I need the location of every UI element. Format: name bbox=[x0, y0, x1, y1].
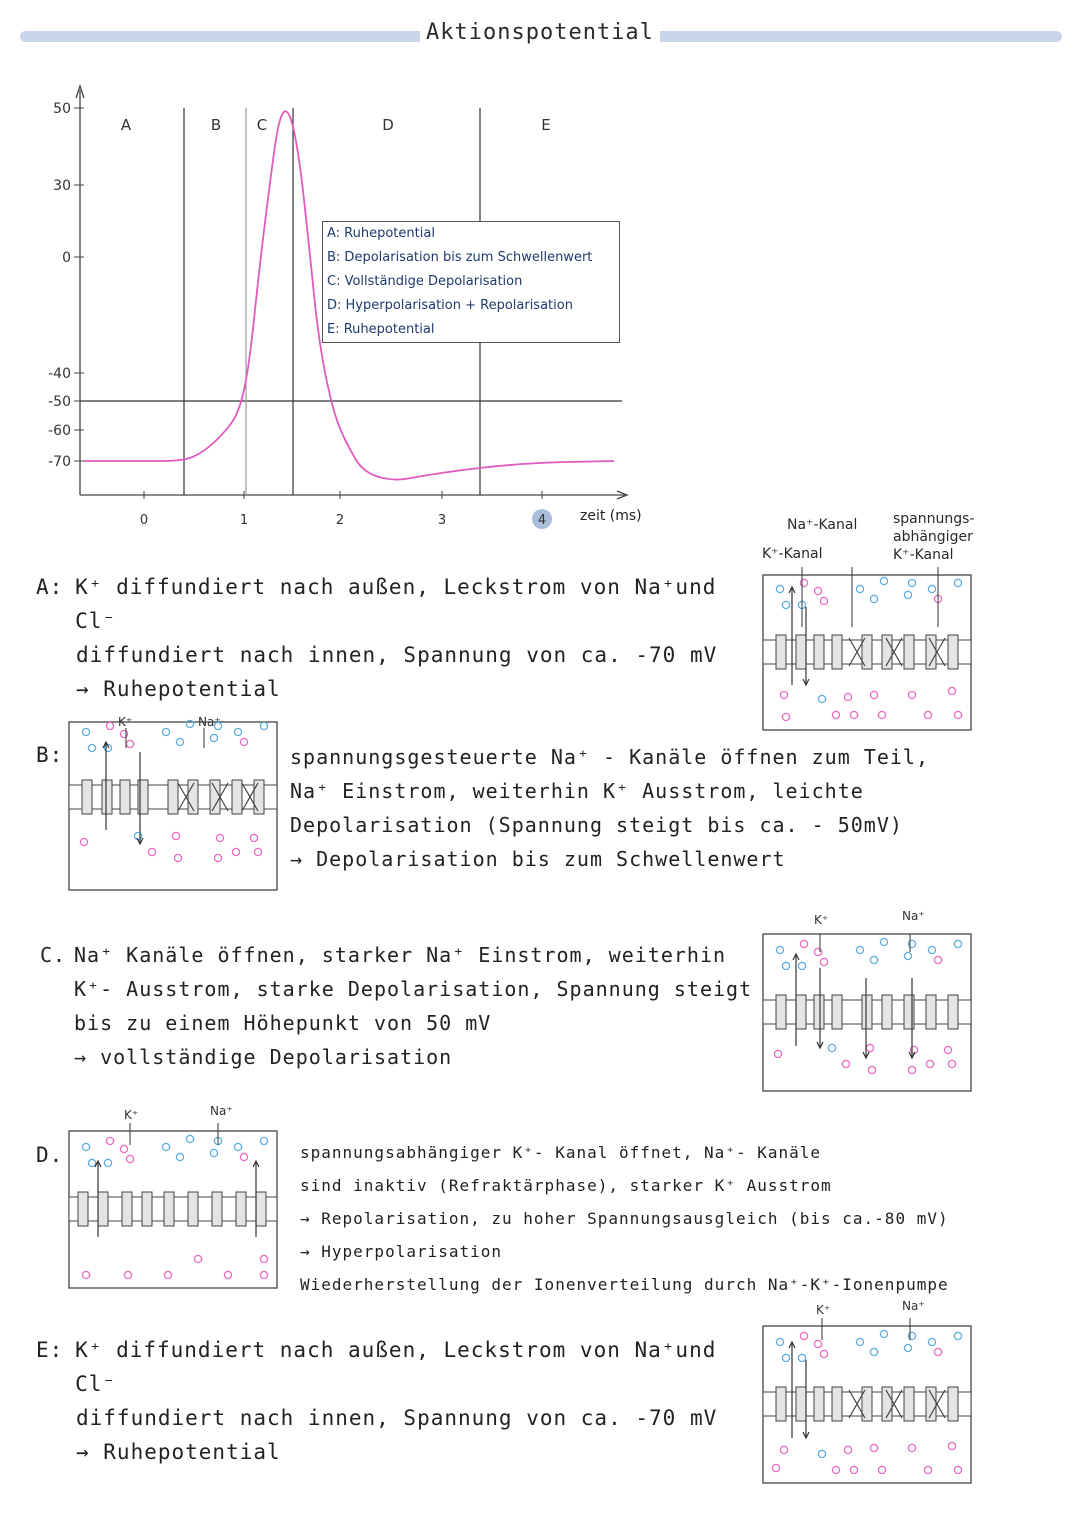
section-d-line-2: sind inaktiv (Refraktärphase), starker K⁺ Ausstrom bbox=[300, 1176, 832, 1195]
y-tick-label: -40 bbox=[48, 366, 71, 382]
channel-protein bbox=[102, 780, 112, 814]
channel-protein bbox=[122, 1192, 132, 1226]
channel-protein bbox=[232, 780, 242, 814]
channel-protein bbox=[254, 780, 264, 814]
x-tick-label: 1 bbox=[239, 513, 249, 528]
section-e-line-1: K⁺ diffundiert nach außen, Leckstrom von Na⁺und Cl⁻ bbox=[75, 1338, 717, 1396]
label-na-plus-e: Na⁺ bbox=[902, 1300, 925, 1313]
channel-protein bbox=[212, 1192, 222, 1226]
section-d-text bbox=[300, 1136, 1060, 1301]
label-k-plus-c: K⁺ bbox=[814, 913, 829, 927]
y-tick-label: 0 bbox=[62, 250, 71, 266]
channel-protein bbox=[948, 995, 958, 1029]
channel-protein bbox=[776, 635, 786, 669]
channel-protein bbox=[210, 780, 220, 814]
legend-item-c: C: Vollständige Depolarisation bbox=[327, 274, 523, 289]
x-tick-label: 4 bbox=[537, 513, 547, 528]
x-tick-label: 3 bbox=[437, 513, 447, 528]
label-spannungs bbox=[893, 510, 974, 564]
channel-protein bbox=[832, 995, 842, 1029]
channel-protein bbox=[164, 1192, 174, 1226]
channel-protein bbox=[882, 995, 892, 1029]
channel-protein bbox=[814, 635, 824, 669]
section-e-line-2: diffundiert nach innen, Spannung von ca. -70 mV bbox=[76, 1406, 718, 1430]
section-e-text bbox=[36, 1333, 756, 1469]
channel-protein bbox=[862, 995, 872, 1029]
channel-protein bbox=[926, 635, 936, 669]
section-c-letter: C. bbox=[40, 943, 67, 967]
membrane-diagram-b bbox=[68, 712, 278, 892]
label-k-plus-d: K⁺ bbox=[124, 1108, 139, 1122]
channel-protein bbox=[82, 780, 92, 814]
phase-label-c: C bbox=[256, 116, 268, 134]
label-spannungs-1: spannungs- bbox=[893, 511, 975, 527]
section-c-line-1: Na⁺ Kanäle öffnen, starker Na⁺ Einstrom, weiterhin bbox=[74, 943, 727, 967]
page-title: Aktionspotential bbox=[420, 20, 660, 45]
label-k-plus-e: K⁺ bbox=[816, 1303, 831, 1317]
x-tick-label: 2 bbox=[335, 513, 345, 528]
section-a-line-3: → Ruhepotential bbox=[76, 677, 281, 701]
section-b-line-3: Depolarisation (Spannung steigt bis ca. - 50mV) bbox=[290, 813, 903, 837]
section-d-letter: D. bbox=[36, 1143, 64, 1167]
legend-item-b: B: Depolarisation bis zum Schwellenwert bbox=[327, 250, 593, 265]
channel-protein bbox=[948, 1387, 958, 1421]
section-c-line-3: bis zu einem Höhepunkt von 50 mV bbox=[74, 1011, 492, 1035]
label-na-plus-d: Na⁺ bbox=[210, 1105, 233, 1118]
channel-protein bbox=[142, 1192, 152, 1226]
channel-protein bbox=[814, 1387, 824, 1421]
membrane-diagram-e bbox=[762, 1300, 972, 1485]
section-c-text bbox=[40, 938, 770, 1074]
label-na-plus-b: Na⁺ bbox=[198, 715, 221, 729]
section-a-letter: A: bbox=[36, 575, 64, 599]
section-c-line-2: K⁺- Ausstrom, starke Depolarisation, Spannung steigt bbox=[74, 977, 753, 1001]
channel-protein bbox=[776, 1387, 786, 1421]
section-d-line-3: → Repolarisation, zu hoher Spannungsausgleich (bis ca.-80 mV) bbox=[300, 1209, 949, 1228]
phase-label-e: E bbox=[541, 116, 551, 134]
x-tick-label: 0 bbox=[139, 513, 149, 528]
section-e-letter: E: bbox=[36, 1338, 64, 1362]
label-k-plus-b: K⁺ bbox=[118, 715, 133, 729]
section-a-line-2: diffundiert nach innen, Spannung von ca. -70 mV bbox=[76, 643, 718, 667]
section-a-line-1: K⁺ diffundiert nach außen, Leckstrom von Na⁺und Cl⁻ bbox=[75, 575, 717, 633]
y-tick-label: -70 bbox=[48, 454, 71, 470]
phase-label-b: B bbox=[210, 116, 222, 134]
phase-label-a: A bbox=[120, 116, 132, 134]
label-na-plus-c: Na⁺ bbox=[902, 909, 925, 923]
channel-protein bbox=[236, 1192, 246, 1226]
channel-protein bbox=[832, 1387, 842, 1421]
channel-protein bbox=[796, 635, 806, 669]
channel-protein bbox=[78, 1192, 88, 1226]
channel-protein bbox=[796, 1387, 806, 1421]
legend-item-d: D: Hyperpolarisation + Repolarisation bbox=[327, 298, 573, 313]
label-spannungs-3: K⁺-Kanal bbox=[893, 547, 954, 563]
y-tick-label: -60 bbox=[48, 423, 71, 439]
channel-protein bbox=[168, 780, 178, 814]
section-b-line-4: → Depolarisation bis zum Schwellenwert bbox=[290, 847, 786, 871]
y-tick-label: 30 bbox=[53, 178, 71, 194]
section-d-line-4: → Hyperpolarisation bbox=[300, 1242, 503, 1261]
label-k-kanal: K⁺-Kanal bbox=[762, 546, 823, 562]
channel-protein bbox=[926, 1387, 936, 1421]
channel-protein bbox=[98, 1192, 108, 1226]
section-b-line-1: spannungsgesteuerte Na⁺ - Kanäle öffnen zum Teil, bbox=[290, 745, 930, 769]
channel-protein bbox=[256, 1192, 266, 1226]
channel-protein bbox=[796, 995, 806, 1029]
section-e-line-3: → Ruhepotential bbox=[76, 1440, 281, 1464]
phase-label-d: D bbox=[382, 116, 394, 134]
membrane-diagram-d bbox=[68, 1105, 278, 1290]
y-tick-label: -50 bbox=[48, 394, 71, 410]
channel-protein bbox=[904, 1387, 914, 1421]
y-tick-label: 50 bbox=[53, 101, 71, 117]
channel-protein bbox=[948, 635, 958, 669]
legend-item-a: A: Ruhepotential bbox=[327, 226, 435, 241]
channel-protein bbox=[832, 635, 842, 669]
section-b-text bbox=[290, 740, 1070, 876]
channel-protein bbox=[814, 995, 824, 1029]
section-d-line-5: Wiederherstellung der Ionenverteilung durch Na⁺-K⁺-Ionenpumpe bbox=[300, 1275, 949, 1294]
section-d-line-1: spannungsabhängiger K⁺- Kanal öffnet, Na⁺- Kanäle bbox=[300, 1143, 822, 1162]
section-c-line-4: → vollständige Depolarisation bbox=[74, 1045, 453, 1069]
membrane-diagram-c bbox=[762, 908, 972, 1093]
section-b-line-2: Na⁺ Einstrom, weiterhin K⁺ Ausstrom, leichte bbox=[290, 779, 864, 803]
membrane-diagram-a bbox=[762, 567, 972, 732]
section-a-text bbox=[36, 570, 756, 706]
channel-protein bbox=[188, 1192, 198, 1226]
legend-item-e: E: Ruhepotential bbox=[327, 322, 435, 337]
x-axis-label: zeit (ms) bbox=[580, 508, 642, 524]
label-spannungs-2: abhängiger bbox=[893, 529, 973, 545]
channel-protein bbox=[120, 780, 130, 814]
channel-protein bbox=[776, 995, 786, 1029]
channel-protein bbox=[904, 635, 914, 669]
section-b-letter: B: bbox=[36, 743, 64, 767]
channel-protein bbox=[926, 995, 936, 1029]
chart-legend bbox=[322, 221, 620, 343]
label-na-kanal: Na⁺-Kanal bbox=[787, 517, 858, 533]
